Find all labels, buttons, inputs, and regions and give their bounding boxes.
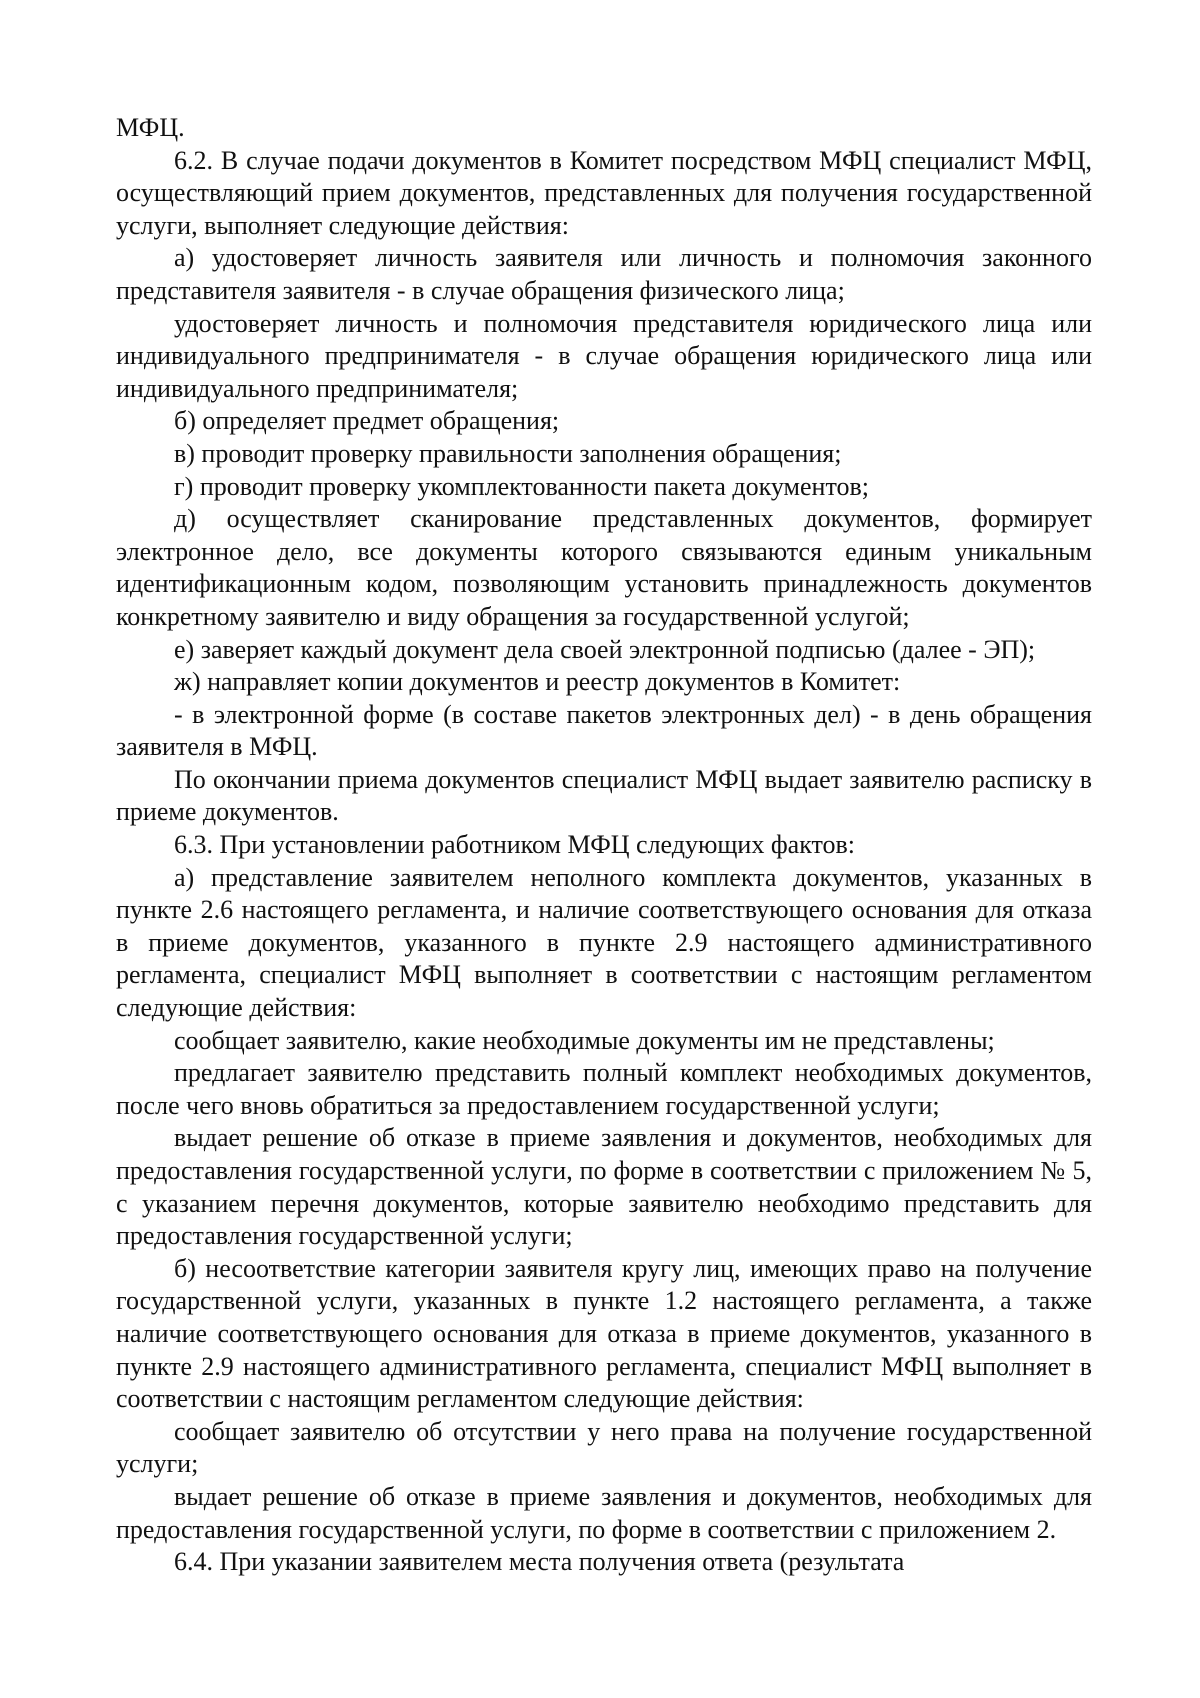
paragraph-refusal-annex-5: выдает решение об отказе в приеме заявления и документов, необходимых для предоставления государственной услуги, по форме в соответствии с приложением № 5, с указанием перечня документов, которые заявителю необходимо представить для предоставления государственной услуги; xyxy=(116,1123,1092,1251)
paragraph-inform-missing: сообщает заявителю, какие необходимые документы им не представлены; xyxy=(174,1025,995,1055)
paragraph-6-3-a: а) представление заявителем неполного комплекта документов, указанных в пункте 2.6 настоящего регламента, и наличие соответствующего основания для отказа в приеме документов, указанного в пункте 2.9 настоящего административного регламента, специалист МФЦ выполняет в соответствии с настоящим регламентом следующие действия: xyxy=(116,862,1092,1023)
paragraph-item-d: д) осуществляет сканирование представленных документов, формирует электронное дело, все документы которого связываются единым уникальным идентификационным кодом, позволяющим установить принадлежность документов конкретному заявителю и виду обращения за государственной услугой; xyxy=(116,504,1092,631)
paragraph-item-g: г) проводит проверку укомплектованности пакета документов; xyxy=(174,471,869,501)
paragraph-item-zh: ж) направляет копии документов и реестр документов в Комитет: xyxy=(174,667,901,697)
paragraph-offer-complete: предлагает заявителю представить полный комплект необходимых документов, после чего вновь обратиться за предоставлением государственной услуги; xyxy=(116,1058,1092,1120)
paragraph-item-b: б) определяет предмет обращения; xyxy=(174,406,560,436)
paragraph-refusal-annex-2: выдает решение об отказе в приеме заявления и документов, необходимых для предоставления государственной услуги, по форме в соответствии с приложением 2. xyxy=(116,1481,1092,1544)
paragraph-item-a: а) удостоверяет личность заявителя или личность и полномочия законного представителя заявителя - в случае обращения физического лица; xyxy=(116,243,1092,305)
paragraph-inform-no-right: сообщает заявителю об отсутствии у него права на получение государственной услуги; xyxy=(116,1416,1092,1479)
paragraph-legal-entity: удостоверяет личность и полномочия представителя юридического лица или индивидуального предпринимателя - в случае обращения юридического лица или индивидуального предпринимателя; xyxy=(116,308,1092,403)
paragraph-electronic-form: - в электронной форме (в составе пакетов электронных дел) - в день обращения заявителя в МФЦ. xyxy=(116,699,1092,762)
paragraph-item-v: в) проводит проверку правильности заполнения обращения; xyxy=(174,438,842,468)
paragraph-6-2: 6.2. В случае подачи документов в Комитет посредством МФЦ специалист МФЦ, осуществляющий прием документов, представленных для получения государственной услуги, выполняет следующие действия: xyxy=(116,145,1092,240)
paragraph-6-3: 6.3. При установлении работником МФЦ следующих фактов: xyxy=(174,830,856,860)
paragraph-receipt: По окончании приема документов специалист МФЦ выдает заявителю расписку в приеме документов. xyxy=(116,764,1092,827)
document-body xyxy=(116,112,1092,1579)
paragraph-6-3-b: б) несоответствие категории заявителя кругу лиц, имеющих право на получение государственной услуги, указанных в пункте 1.2 настоящего регламента, а также наличие соответствующего основания для отказа в приеме документов, указанного в пункте 2.9 настоящего административного регламента, специалист МФЦ выполняет в соответствии с настоящим регламентом следующие действия: xyxy=(116,1253,1092,1414)
paragraph-6-4: 6.4. При указании заявителем места получения ответа (результата xyxy=(174,1547,905,1577)
paragraph-item-e: е) заверяет каждый документ дела своей электронной подписью (далее - ЭП); xyxy=(174,634,1036,664)
paragraph-continuation: МФЦ. xyxy=(116,113,185,142)
